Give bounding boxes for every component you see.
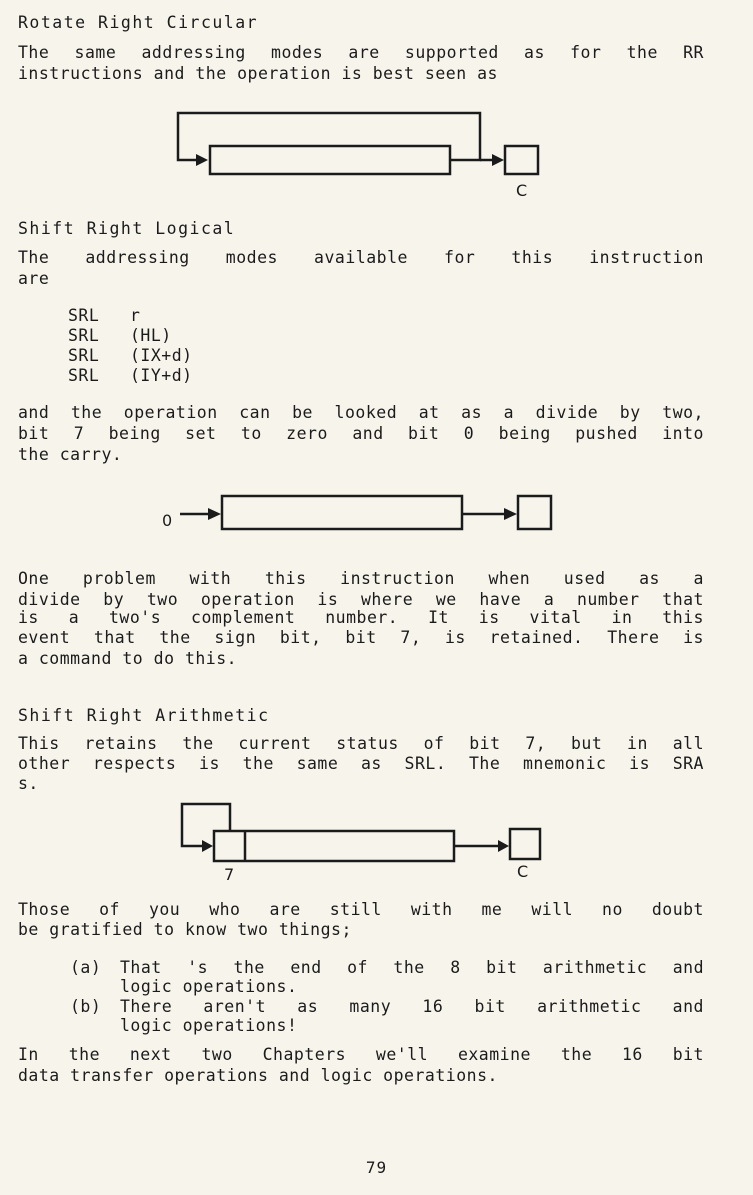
srl-desc-line-2: bit 7 being set to zero and bit 0 being pushed into (18, 424, 704, 443)
rrc-arrow-in-icon (196, 154, 208, 166)
rrc-heading: Rotate Right Circular (18, 13, 259, 32)
problem-line-3: is a two's complement number. It is vital in this (18, 608, 704, 627)
page-number: 79 (365, 1158, 388, 1177)
sra-heading: Shift Right Arithmetic (18, 706, 270, 725)
problem-line-4: event that the sign bit, bit 7, is retained. There is (18, 628, 704, 647)
srl-desc-line-3: the carry. (18, 445, 123, 464)
rrc-diagram (178, 113, 538, 174)
srl-desc-line-1: and the operation can be looked at as a divide by two, (18, 403, 704, 422)
final-line-2: data transfer operations and logic operations. (18, 1066, 498, 1085)
sra-diagram (182, 804, 540, 861)
rrc-carry-box (505, 146, 538, 174)
sra-bit7-label: 7 (224, 865, 235, 884)
srl-text-line-1: The addressing modes available for this instruction (18, 248, 704, 267)
srl-mode-mnemonic: SRL (68, 306, 100, 325)
srl-mode-mnemonic: SRL (68, 366, 100, 385)
problem-line-1: One problem with this instruction when used as a (18, 569, 704, 588)
srl-heading: Shift Right Logical (18, 219, 236, 238)
srl-register-box (222, 496, 462, 529)
item-a-line-1: That 's the end of the 8 bit arithmetic and (120, 958, 704, 977)
srl-arrow-carry-icon (504, 508, 517, 520)
item-a-line-2: logic operations. (120, 977, 298, 996)
srl-mode-mnemonic: SRL (68, 326, 100, 345)
final-line-1: In the next two Chapters we'll examine the 16 bit (18, 1045, 704, 1064)
problem-line-2: divide by two operation is where we have a number that (18, 590, 704, 609)
closing-line-1: Those of you who are still with me will no doubt (18, 900, 704, 919)
srl-arrow-in-icon (208, 508, 221, 520)
rrc-register-box (210, 146, 450, 174)
rrc-carry-label: C (516, 181, 528, 200)
item-b-line-1: There aren't as many 16 bit arithmetic and (120, 997, 704, 1016)
sra-register-box (214, 831, 454, 861)
rrc-text-line-1: The same addressing modes are supported as for the RR (18, 43, 704, 62)
sra-arrow-in-icon (202, 840, 213, 852)
problem-line-5: a command to do this. (18, 649, 238, 668)
item-b-line-2: logic operations! (120, 1016, 298, 1035)
rrc-arrow-carry-icon (492, 154, 504, 166)
sra-arrow-carry-icon (498, 840, 509, 852)
srl-mode-operand: (IY+d) (130, 366, 193, 385)
rrc-loop-line (178, 113, 480, 160)
sra-text-line-3: s. (18, 774, 39, 793)
srl-carry-box (518, 496, 551, 529)
srl-mode-operand: (HL) (130, 326, 172, 345)
srl-zero-label: 0 (162, 511, 173, 530)
sra-carry-box (510, 829, 540, 859)
rrc-text-line-2: instructions and the operation is best seen as (18, 64, 498, 83)
sra-loop-line (182, 804, 230, 846)
closing-line-2: be gratified to know two things; (18, 920, 352, 939)
item-b-marker: (b) (70, 997, 102, 1016)
srl-mode-mnemonic: SRL (68, 346, 100, 365)
srl-diagram (180, 496, 551, 529)
srl-mode-operand: r (130, 306, 141, 325)
srl-mode-operand: (IX+d) (130, 346, 193, 365)
sra-carry-label: C (517, 862, 529, 881)
srl-text-line-2: are (18, 269, 50, 288)
item-a-marker: (a) (70, 958, 102, 977)
sra-text-line-2: other respects is the same as SRL. The mnemonic is SRA (18, 754, 704, 773)
sra-text-line-1: This retains the current status of bit 7, but in all (18, 734, 704, 753)
